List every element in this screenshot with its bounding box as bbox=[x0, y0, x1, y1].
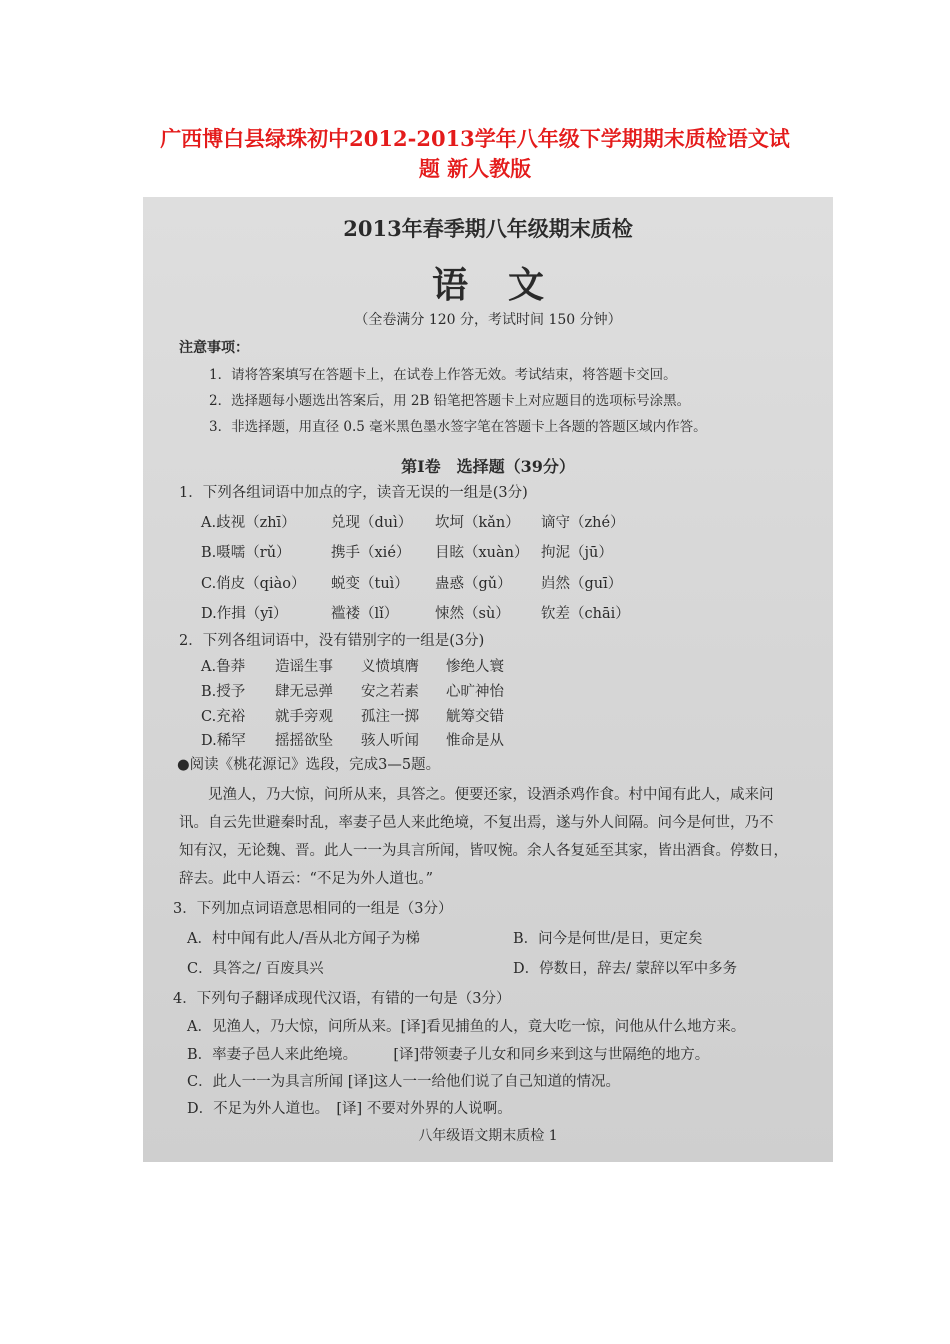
passage-line: 辞去。此中人语云：“不足为外人道也。” bbox=[179, 871, 434, 887]
section-heading: 第Ⅰ卷 选择题（39分） bbox=[401, 457, 575, 476]
document-title bbox=[110, 124, 840, 184]
q4-option: D．不足为外人道也。 [译] 不要对外界的人说啊。 bbox=[187, 1101, 512, 1117]
q1-option: A.歧视（zhī） bbox=[201, 515, 296, 531]
q1-option: 目眩（xuàn） bbox=[435, 545, 529, 561]
q1-option: C.俏皮（qiào） bbox=[201, 576, 306, 592]
q1-option: D.作揖（yī） bbox=[201, 606, 288, 622]
q2-option: 安之若素 bbox=[361, 684, 419, 700]
exam-subtitle: （全卷满分 120 分，考试时间 150 分钟） bbox=[354, 312, 622, 328]
question-3-stem: 3．下列加点词语意思相同的一组是（3分） bbox=[173, 901, 453, 917]
document-title-line-2: 题 新人教版 bbox=[418, 156, 532, 181]
notice-item: 3．非选择题，用直径 0.5 毫米黑色墨水签字笔在答题卡上各题的答题区域内作答。 bbox=[209, 419, 707, 435]
question-2-stem: 2．下列各组词语中，没有错别字的一组是(3分) bbox=[179, 633, 485, 649]
notice-item: 1．请将答案填写在答题卡上，在试卷上作答无效。考试结束，将答题卡交回。 bbox=[209, 367, 677, 383]
q1-option: 携手（xié） bbox=[331, 545, 411, 561]
q1-option: 兑现（duì） bbox=[331, 515, 413, 531]
q4-option: B．率妻子邑人来此绝境。 [译]带领妻子儿女和同乡来到这与世隔绝的地方。 bbox=[187, 1047, 710, 1063]
q2-option: 就手旁观 bbox=[275, 709, 333, 725]
question-4-stem: 4．下列句子翻译成现代汉语，有错的一句是（3分） bbox=[173, 991, 511, 1007]
q2-option: 肆无忌弹 bbox=[275, 684, 333, 700]
q2-option: 心旷神怡 bbox=[446, 684, 504, 700]
exam-subject: 语文 bbox=[431, 264, 584, 306]
exam-title: 2013年春季期八年级期末质检 bbox=[343, 216, 633, 241]
q1-option: 坎坷（kǎn） bbox=[435, 515, 520, 531]
q1-option: 褴褛（lǐ） bbox=[331, 606, 399, 622]
q2-option: 惨绝人寰 bbox=[446, 659, 504, 675]
q1-option: 钦差（chāi） bbox=[541, 606, 630, 622]
q2-option: A.鲁莽 bbox=[201, 659, 246, 675]
q2-option: 造谣生事 bbox=[275, 659, 333, 675]
q2-option: 孤注一掷 bbox=[361, 709, 419, 725]
q1-option: B.嗫嚅（rǔ） bbox=[201, 545, 291, 561]
q1-option: 拘泥（jū） bbox=[541, 545, 613, 561]
notice-heading: 注意事项： bbox=[179, 340, 249, 356]
q2-option: B.授予 bbox=[201, 684, 246, 700]
q2-option: 义愤填膺 bbox=[361, 659, 419, 675]
q3-option: C．具答之/ 百废具兴 bbox=[187, 961, 324, 977]
passage-line: 讯。自云先世避秦时乱，率妻子邑人来此绝境，不复出焉，遂与外人间隔。问今是何世，乃不 bbox=[179, 815, 774, 831]
document-title-line-1: 广西博白县绿珠初中2012-2013学年八年级下学期期末质检语文试 bbox=[160, 126, 790, 151]
q1-option: 蜕变（tuì） bbox=[331, 576, 409, 592]
q2-option: 摇摇欲坠 bbox=[275, 733, 333, 749]
question-1-stem: 1．下列各组词语中加点的字，读音无误的一组是(3分) bbox=[179, 485, 528, 501]
q4-option: C．此人一一为具言所闻 [译]这人一一给他们说了自己知道的情况。 bbox=[187, 1074, 621, 1090]
q2-option: 骇人听闻 bbox=[361, 733, 419, 749]
q2-option: 觥筹交错 bbox=[446, 709, 504, 725]
notice-item: 2．选择题每小题选出答案后，用 2B 铅笔把答题卡上对应题目的选项标号涂黑。 bbox=[209, 393, 691, 409]
q1-option: 悚然（sù） bbox=[435, 606, 510, 622]
q2-option: D.稀罕 bbox=[201, 733, 246, 749]
q1-option: 谪守（zhé） bbox=[541, 515, 625, 531]
q4-option: A．见渔人，乃大惊，问所从来。[译]看见捕鱼的人，竟大吃一惊，问他从什么地方来。 bbox=[187, 1019, 746, 1035]
q2-option: C.充裕 bbox=[201, 709, 246, 725]
passage-line: 知有汉，无论魏、晋。此人一一为具言所闻，皆叹惋。余人各复延至其家，皆出酒食。停数日， bbox=[179, 843, 788, 859]
q3-option: A．村中闻有此人/吾从北方闻子为梯 bbox=[187, 931, 420, 947]
q2-option: 惟命是从 bbox=[446, 733, 504, 749]
passage-line: 见渔人，乃大惊，问所从来，具答之。便要还家，设酒杀鸡作食。村中闻有此人，咸来问 bbox=[179, 787, 774, 803]
q3-option: B．问今是何世/是日，更定矣 bbox=[513, 931, 703, 947]
q3-option: D．停数日，辞去/ 蒙辞以军中多务 bbox=[513, 961, 738, 977]
q1-option: 蛊惑（gǔ） bbox=[435, 576, 512, 592]
reading-intro: ●阅读《桃花源记》选段，完成3—5题。 bbox=[177, 757, 441, 773]
scanned-exam-page bbox=[143, 197, 833, 1162]
page-footer: 八年级语文期末质检 1 bbox=[418, 1128, 558, 1144]
q1-option: 岿然（guī） bbox=[541, 576, 623, 592]
